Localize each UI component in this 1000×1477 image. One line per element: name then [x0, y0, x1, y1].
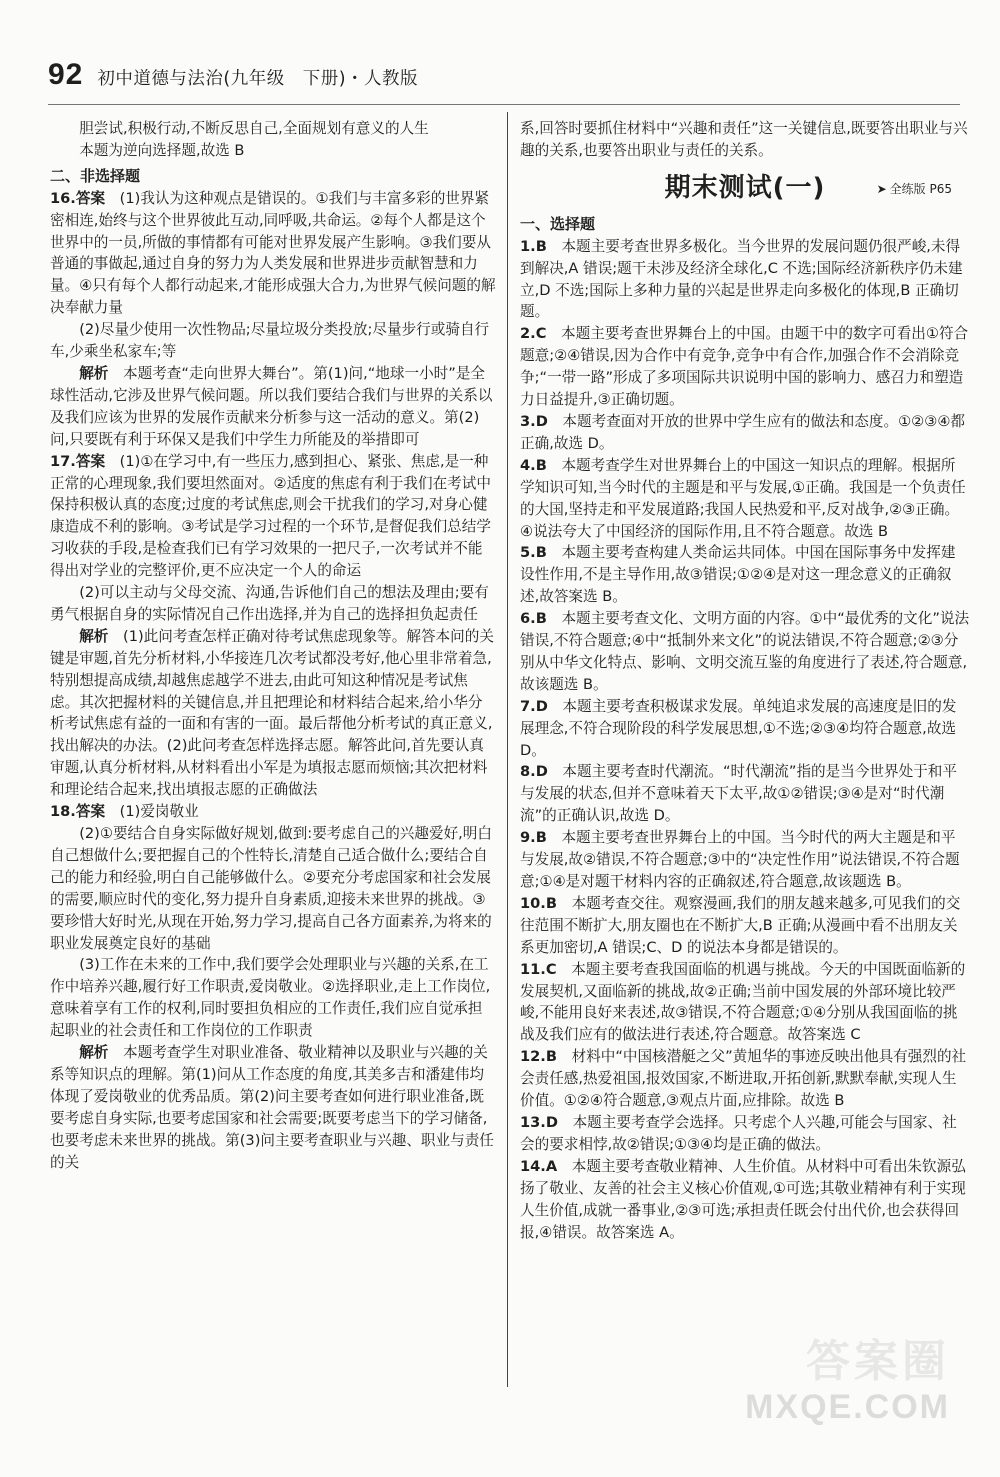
answer-item-label: 12.B: [520, 1048, 557, 1066]
analysis-label: 解析: [79, 627, 109, 645]
answer-item-label: 6.B: [520, 610, 547, 628]
watermark-logo: 答案圈: [806, 1336, 950, 1387]
exam-reference: [877, 182, 952, 196]
analysis-text: (1)此问考查怎样正确对待考试焦虑现象等。解答本问的关键是审题,首先分析材料,小华接连几次考试都没考好,他心里非常着急,特别想提高成绩,却越焦虑越学不进去,由此可知这种情况是考试焦虑。其次把握材料的关键信息,并且把理论和材料结合起来,给小华分析考试焦虑有益的一面和有害的一面。最后帮他分析考试的真正意义,找出解决的办法。(2)此问考查怎样选择志愿。解答此问,首先要认真审题,认真分析材料,从材料看出小军是为填报志愿而烦恼;其次把材料和理论结合起来,找出填报志愿的正确做法: [50, 627, 494, 799]
answer-text: (3)工作在未来的工作中,我们要学会处理职业与兴趣的关系,在工作中培养兴趣,履行好工作职责,爱岗敬业。②选择职业,走上工作岗位,意味着享有工作的权利,同时要担负相应的工作责任,我们应自觉承担起职业的社会责任和工作岗位的工作职责: [50, 956, 491, 1040]
answer-item-text: 本题主要考查积极谋求发展。单纯追求发展的高速度是旧的发展理念,不符合现阶段的科学发展思想,①不选;②③④均符合题意,故选 D。: [520, 697, 957, 759]
answer-item-label: 9.B: [520, 829, 547, 847]
analysis-text: 本题考查学生对职业准备、敬业精神以及职业与兴趣的关系等知识点的理解。第(1)问从工作态度的角度,其美多吉和潘建伟均体现了爱岗敬业的优秀品质。第(2)问主要考查如何进行职业准备,既要考虑自身实际,也要考虑国家和社会需要;既要考虑当下的学习储备,也要考虑未来世界的挑战。第(3)问主要考查职业与兴趣、职业与责任的关: [50, 1044, 494, 1171]
section-heading: 二、非选择题: [50, 166, 141, 185]
book-title: 初中道德与法治(九年级 下册)・人教版: [97, 69, 419, 89]
answer-item-text: 本题考查交往。观察漫画,我们的朋友越来越多,可见我们的交往范围不断扩大,朋友圈也在不断扩大,B 正确;从漫画中看不出朋友关系更加密切,A 错误;C、D 的说法本身都是错误的。: [520, 894, 961, 956]
answer-17: [50, 451, 496, 582]
text-line: 本题为逆向选择题,故选 B: [79, 141, 245, 159]
page-number: 92: [48, 58, 84, 91]
left-column: [50, 118, 496, 1174]
answer-item-text: 本题主要考查敬业精神、人生价值。从材料中可看出朱钦源弘扬了敬业、友善的社会主义核心价值观,①可选;其敬业精神有利于实现人生价值,成就一番事业,②③可选;承担责任既会付出代价,也会获得回报,④错误。故答案选 A。: [520, 1157, 966, 1241]
answer-item-label: 7.D: [520, 697, 548, 715]
analysis-label: 解析: [79, 1044, 109, 1062]
answer-item: [520, 827, 970, 893]
answer-item-label: 4.B: [520, 456, 547, 474]
exam-reference-text: 全练版 P65: [889, 181, 952, 196]
answer-item-label: 10.B: [520, 894, 557, 912]
continuation-text: 系,回答时要抓住材料中“兴趣和责任”这一关键信息,既要答出职业与兴趣的关系,也要答出职业与责任的关系。: [520, 120, 968, 159]
column-divider: [507, 112, 508, 1387]
page-header: [48, 58, 418, 98]
answer-item-label: 14.A: [520, 1157, 558, 1175]
question-label: 17.答案: [50, 452, 106, 470]
answer-text: (1)我认为这种观点是错误的。①我们与丰富多彩的世界紧密相连,始终与这个世界彼此互动,同呼吸,共命运。②每个人都是这个世界中的一员,所做的事情都有可能对世界发展产生影响。③我们要从普通的事做起,通过自身的努力为人类发展和世界进步贡献智慧和力量。④只有每个人都行动起来,才能形成强大合力,为世界气候问题的解决奉献力量: [50, 189, 496, 317]
answer-item-text: 本题考查面对开放的世界中学生应有的做法和态度。①②③④都正确,故选 D。: [520, 412, 966, 452]
answer-text: (2)尽量少使用一次性物品;尽量垃圾分类投放;尽量步行或骑自行车,少乘坐私家车;等: [50, 321, 490, 361]
answer-text: (1)①在学习中,有一些压力,感到担心、紧张、焦虑,是一种正常的心理现象,我们要坦然面对。②适度的焦虑有利于我们在考试中保持积极认真的态度;过度的考试焦虑,则会干扰我们的学习,对身心健康造成不利的影响。③考试是学习过程的一个环节,是督促我们总结学习收获的手段,是检查我们已有学习效果的一把尺子,一次考试并不能得出对学业的完整评价,更不应决定一个人的命运: [50, 452, 491, 580]
answer-item: [520, 542, 970, 608]
answer-item-label: 13.D: [520, 1113, 558, 1131]
answer-item-text: 本题主要考查世界舞台上的中国。当今时代的两大主题是和平与发展,故②错误,不符合题意;③中的“决定性作用”说法错误,不符合题意;①④是对题干材料内容的正确叙述,符合题意,故该题选 B。: [520, 829, 960, 890]
answer-item: [520, 761, 970, 827]
exam-heading: [520, 166, 970, 210]
answer-item: [520, 959, 970, 1047]
question-label: 16.答案: [50, 189, 106, 207]
answer-item: [520, 1156, 970, 1244]
analysis-16: [50, 363, 496, 451]
answer-item: [520, 455, 970, 543]
answer-item-label: 2.C: [520, 325, 547, 343]
answer-18: [50, 801, 496, 823]
watermark-url: MXQE.COM: [745, 1388, 950, 1426]
answer-item: [520, 893, 970, 959]
analysis-text: 本题考查“走向世界大舞台”。第(1)问,“地球一小时”是全球性活动,它涉及世界气候问题。所以我们要结合我们与世界的关系以及我们应该为世界的发展作贡献来分析参与这一活动的意义。第(2)问,只要既有利于环保又是我们中学生力所能及的举措即可: [50, 364, 493, 448]
text-line: 胆尝试,积极行动,不断反思自己,全面规划有意义的人生: [79, 120, 429, 137]
answer-item-text: 本题主要考查世界舞台上的中国。由题干中的数字可看出①符合题意;②④错误,因为合作中有竞争,竞争中有合作,加强合作不会消除竞争;“一带一路”形成了多项国际共识说明中国的影响力、感召力和塑造力日益提升,③正确切题。: [520, 325, 969, 409]
section-heading: 一、选择题: [520, 214, 596, 233]
answer-item: [520, 696, 970, 762]
answer-item-text: 本题主要考查世界多极化。当今世界的发展问题仍很严峻,未得到解决,A 错误;题干未涉及经济全球化,C 不选;国际经济新秩序仍未建立,D 不选;国际上多种力量的兴起是世界走向多极化的体现,B 正确切题。: [520, 237, 963, 321]
answer-item: [520, 608, 970, 696]
answer-item-text: 本题主要考查文化、文明方面的内容。①中“最优秀的文化”说法错误,不符合题意;④中“抵制外来文化”的说法错误,不符合题意;②③分别从中华文化特点、影响、文明交流互鉴的角度进行了表述,符合题意,故该题选 B。: [520, 610, 970, 693]
answer-item-label: 8.D: [520, 763, 548, 781]
answer-item-label: 3.D: [520, 412, 548, 430]
answer-text: (2)①要结合自身实际做好规划,做到:要考虑自己的兴趣爱好,明白自己想做什么;要把握自己的个性特长,清楚自己适合做什么;要结合自己的能力和经验,明白自己能够做什么。②要充分考虑国家和社会发展的需要,顺应时代的变化,努力提升自身素质,迎接未来世界的挑战。③要珍惜大好时光,从现在开始,努力学习,提高自己各方面素养,为将来的职业发展奠定良好的基础: [50, 825, 492, 952]
send-arrow-icon: ➤: [876, 181, 887, 196]
question-label: 18.答案: [50, 803, 106, 821]
answer-item-label: 1.B: [520, 237, 547, 255]
answer-item: [520, 1112, 970, 1156]
header-rule: [48, 104, 960, 105]
answer-item: [520, 411, 970, 455]
answer-item-text: 本题主要考查时代潮流。“时代潮流”指的是当今世界处于和平与发展的状态,但并不意味着天下太平,故①②错误;③④是对“时代潮流”的正确认识,故选 D。: [520, 763, 957, 825]
exam-title: 期末测试(一): [664, 172, 826, 203]
answer-text: (2)可以主动与父母交流、沟通,告诉他们自己的想法及理由;要有勇气根据自身的实际情况自己作出选择,并为自己的选择担负起责任: [50, 584, 489, 623]
answer-item: [520, 1046, 970, 1112]
answer-item: [520, 323, 970, 411]
answer-item-label: 11.C: [520, 960, 557, 978]
answer-item-text: 本题考查学生对世界舞台上的中国这一知识点的理解。根据所学知识可知,当今时代的主题是和平与发展,①正确。我国是一个负责任的大国,坚持走和平发展道路;我国人民热爱和平,反对战争,②③正确。④说法夸大了中国经济的国际作用,且不符合题意。故选 B: [520, 456, 966, 540]
answer-16: [50, 188, 496, 319]
answer-item-text: 材料中“中国核潜艇之父”黄旭华的事迹反映出他具有强烈的社会责任感,热爱祖国,报效国家,不断进取,开拓创新,默默奉献,实现人生价值。①②④符合题意,③观点片面,应排除。故选 B: [520, 1048, 967, 1110]
right-column: [520, 118, 970, 1243]
answer-text: (1)爱岗敬业: [119, 803, 199, 821]
analysis-18: [50, 1042, 496, 1173]
answer-list: [520, 236, 970, 1244]
analysis-label: 解析: [79, 364, 109, 382]
answer-item-text: 本题主要考查学会选择。只考虑个人兴趣,可能会与国家、社会的要求相悖,故②错误;①③④均是正确的做法。: [520, 1113, 957, 1153]
answer-item-label: 5.B: [520, 544, 547, 562]
answer-item-text: 本题主要考查构建人类命运共同体。中国在国际事务中发挥建设性作用,不是主导作用,故③错误;①②④是对这一理念意义的正确叙述,故答案选 B。: [520, 544, 956, 606]
answer-item: [520, 236, 970, 324]
answer-item-text: 本题主要考查我国面临的机遇与挑战。今天的中国既面临新的发展契机,又面临新的挑战,故②正确;当前中国发展的外部环境比较严峻,不能用良好来表述,故③错误,不符合题意;①④分别从我国面临的挑战及我们应有的做法进行表述,符合题意。故答案选 C: [520, 960, 966, 1044]
watermark: [745, 1336, 980, 1447]
analysis-17: [50, 626, 496, 801]
